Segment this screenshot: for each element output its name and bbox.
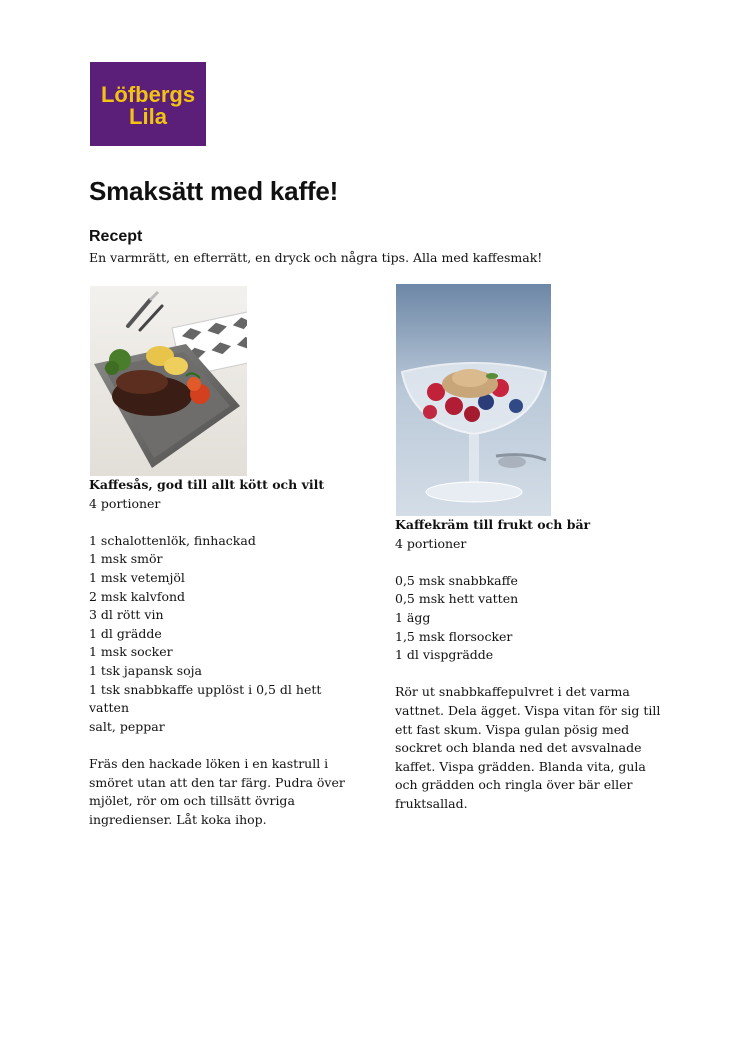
logo-line2: Lila bbox=[129, 104, 167, 129]
sauce-with-meat-photo bbox=[90, 286, 247, 476]
ingredient-item: 1 msk smör bbox=[89, 551, 163, 567]
recipe-servings: 4 portioner bbox=[89, 495, 161, 511]
ingredient-item: salt, peppar bbox=[89, 718, 165, 734]
recipe-kaffesas bbox=[89, 476, 349, 829]
ingredient-item: 1 dl vispgrädde bbox=[395, 647, 494, 663]
lofbergs-lila-logo bbox=[90, 62, 206, 146]
method-line: ingredienser. Låt koka ihop. bbox=[89, 811, 267, 827]
ingredient-item: 1,5 msk florsocker bbox=[395, 628, 513, 644]
ingredient-item: 1 dl grädde bbox=[89, 625, 162, 641]
ingredient-item: 0,5 msk snabbkaffe bbox=[395, 572, 518, 588]
ingredient-item: 0,5 msk hett vatten bbox=[395, 591, 519, 607]
recipe-servings: 4 portioner bbox=[395, 535, 467, 551]
page-title: Smaksätt med kaffe! bbox=[89, 176, 339, 206]
method-line: mjölet, rör om och tillsätt övriga bbox=[89, 793, 295, 809]
section-heading: Recept bbox=[89, 228, 143, 245]
method-line: Rör ut snabbkaffepulvret i det varma bbox=[395, 684, 630, 700]
method-line: Fräs den hackade löken i en kastrull i bbox=[89, 755, 329, 771]
intro-text: En varmrätt, en efterrätt, en dryck och några tips. Alla med kaffesmak! bbox=[89, 250, 543, 265]
method-line: fruktsallad. bbox=[395, 795, 468, 811]
ingredient-item: 3 dl rött vin bbox=[89, 607, 164, 623]
recipe-title: Kaffesås, god till allt kött och vilt bbox=[89, 477, 325, 492]
method-line: sockret och blanda ned det avsvalnade bbox=[395, 740, 642, 756]
recipe-kaffekram bbox=[395, 516, 665, 814]
logo-line1: Löfbergs bbox=[100, 82, 196, 107]
method-line: vattnet. Dela ägget. Vispa vitan för sig till bbox=[395, 702, 661, 718]
recipe-title: Kaffekräm till frukt och bär bbox=[395, 517, 591, 532]
method-line: och grädden och ringla över bär eller bbox=[395, 777, 633, 793]
method-line: kaffet. Vispa grädden. Blanda vita, gula bbox=[395, 758, 646, 774]
coffee-cream-berries-photo bbox=[396, 284, 551, 516]
ingredient-item: 1 msk vetemjöl bbox=[89, 569, 185, 585]
ingredient-item: 1 tsk snabbkaffe upplöst i 0,5 dl hett vatten bbox=[89, 681, 322, 716]
method-line: ett fast skum. Vispa gulan pösig med bbox=[395, 721, 630, 737]
ingredient-item: 1 schalottenlök, finhackad bbox=[89, 532, 256, 548]
ingredient-item: 1 ägg bbox=[395, 609, 431, 625]
ingredient-item: 1 msk socker bbox=[89, 644, 173, 660]
ingredient-item: 2 msk kalvfond bbox=[89, 588, 186, 604]
method-line: smöret utan att den tar färg. Pudra över bbox=[89, 774, 345, 790]
ingredient-item: 1 tsk japansk soja bbox=[89, 662, 202, 678]
